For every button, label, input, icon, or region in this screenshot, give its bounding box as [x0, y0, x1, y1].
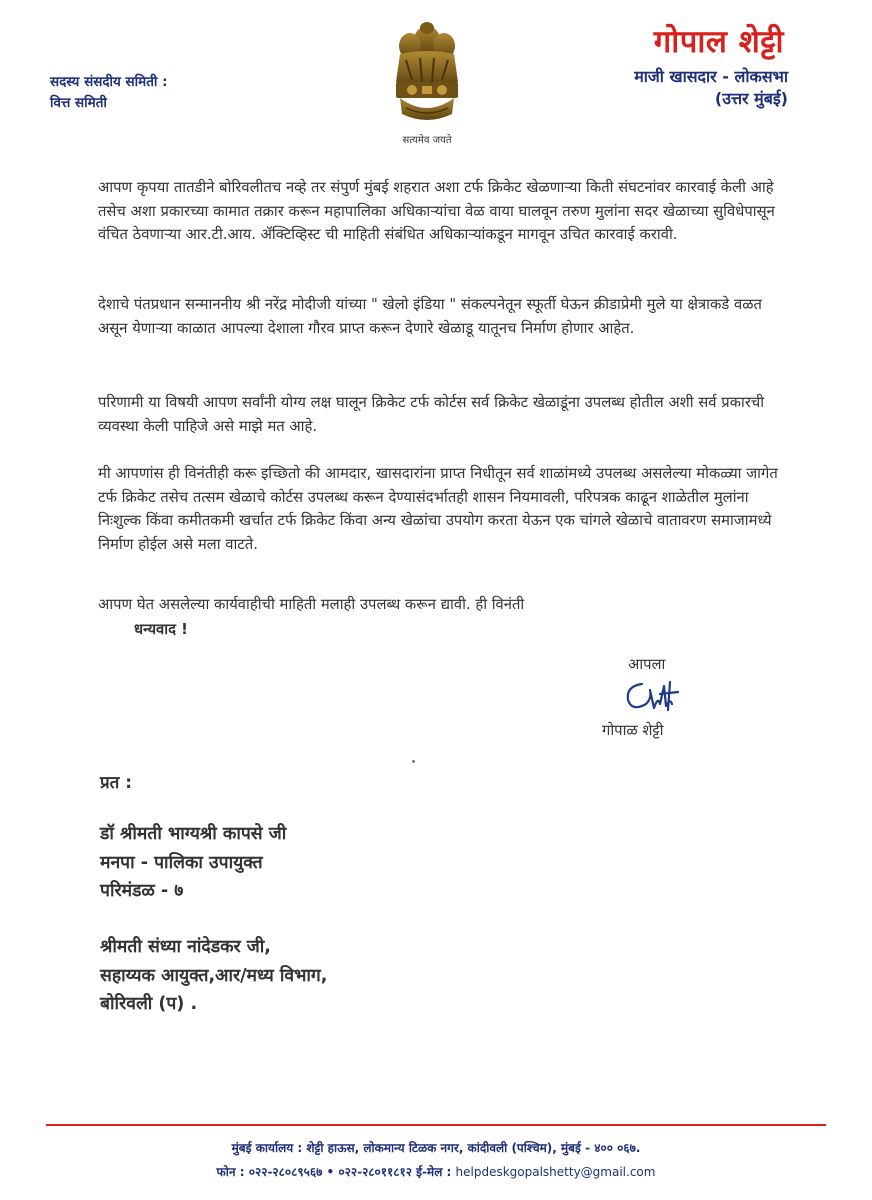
recipient-1	[100, 820, 286, 906]
lion-capital-icon	[362, 18, 492, 130]
committee-membership	[50, 72, 168, 114]
recipient-1-line-3: परिमंडळ - ७	[100, 881, 184, 901]
scan-speck	[412, 760, 415, 763]
signatory-name: गोपाळ शेट्टी	[602, 722, 664, 739]
committee-line-2: वित्त समिती	[50, 95, 107, 111]
letter-paragraph-2: देशाचे पंतप्रधान सन्माननीय श्री नरेंद्र मोदीजी यांच्या " खेलो इंडिया " संकल्पनेतून स्फूर्ती घेऊन क्रीडाप्रेमी मुले या क्षेत्राकडे वळत असून येणाऱ्या काळात आपल्या देशाला गौरव प्राप्त करून देणारे खेळाडू यातूनच निर्माण होणार आहेत.	[98, 296, 762, 337]
designation-line-1: माजी खासदार - लोकसभा	[634, 67, 788, 86]
recipient-2-line-3: बोरिवली (प) .	[100, 994, 198, 1014]
closing-salutation: आपला	[628, 656, 666, 673]
recipient-2	[100, 933, 327, 1019]
emblem-motto: सत्यमेव जयते	[402, 135, 452, 146]
recipient-2-line-2: सहाय्यक आयुक्त,आर/मध्य विभाग,	[100, 965, 328, 986]
footer-divider	[46, 1124, 826, 1126]
email-address: helpdeskgopalshetty@gmail.com	[455, 1165, 656, 1179]
office-address: मुंबई कार्यालय : शेट्टी हाऊस, लोकमान्य टिळक नगर, कांदीवली (पश्चिम), मुंबई - ४०० ०६७.	[231, 1141, 641, 1155]
recipient-2-line-1: श्रीमती संध्या नांदेडकर जी,	[100, 937, 271, 957]
national-emblem	[362, 18, 492, 150]
recipient-1-line-1: डॉ श्रीमती भाग्यश्री कापसे जी	[100, 824, 287, 844]
recipient-1-line-2: मनपा - पालिका उपायुक्त	[100, 852, 263, 873]
handwritten-signature	[620, 674, 690, 718]
contact-line	[0, 1160, 872, 1184]
letter-paragraph-5: आपण घेत असलेल्या कार्यवाहीची माहिती मलाही उपलब्ध करून द्यावी. ही विनंती	[98, 596, 525, 613]
letter-paragraph-1: आपण कृपया तातडीने बोरिवलीतच नव्हे तर संपुर्ण मुंबई शहरात अशा टर्फ क्रिकेट खेळणाऱ्या किती संघटनांवर कारवाई केली आहे तसेच अशा प्रकारच्या कामात तक्रार करून महापालिका अधिकाऱ्यांचा वेळ वाया घालवून तरुण मुलांना सदर खेळाच्या सुविधेपासून वंचित ठेवणाऱ्या आर.टी.आय. ॲक्टिव्हिस्ट ची माहिती संबंधित अधिकाऱ्यांकडून मागवून उचित कारवाई करावी.	[98, 179, 775, 243]
sender-name-heading: गोपाल शेट्टी	[653, 24, 784, 60]
designation-line-2: (उत्तर मुंबई)	[714, 89, 788, 108]
letter-paragraph-3: परिणामी या विषयी आपण सर्वांनी योग्य लक्ष घालून क्रिकेट टर्फ कोर्टस सर्व क्रिकेट खेळाडूंना उपलब्ध होतील अशी सर्व प्रकारची व्यवस्था केली पाहिजे असे माझे मत आहे.	[98, 394, 765, 435]
committee-line-1: सदस्य संसदीय समिती :	[50, 74, 168, 90]
copy-to-label: प्रत :	[100, 773, 133, 793]
sender-designation	[634, 66, 788, 110]
letterhead-footer	[0, 1136, 872, 1184]
thanks-line: धन्यवाद !	[134, 621, 188, 638]
contact-phones: फोन : ०२२-२८०८९५६७ • ०२२-२८०११८१२ ई-मेल :	[216, 1165, 452, 1179]
letter-paragraph-4: मी आपणांस ही विनंतीही करू इच्छितो की आमदार, खासदारांना प्राप्त निधीतून सर्व शाळांमध्ये उपलब्ध असलेल्या मोकळ्या जागेत टर्फ क्रिकेट तसेच तत्सम खेळाचे कोर्टस उपलब्ध करून देण्यासंदर्भातही शासन नियमावली, परिपत्रक काढून शाळेतील मुलांना निःशुल्क किंवा कमीतकमी खर्चात टर्फ क्रिकेट किंवा अन्य खेळांचा उपयोग करता येऊन एक चांगले खेळाचे वातावरण समाजामध्ये निर्माण होईल असे मला वाटते.	[98, 465, 778, 553]
